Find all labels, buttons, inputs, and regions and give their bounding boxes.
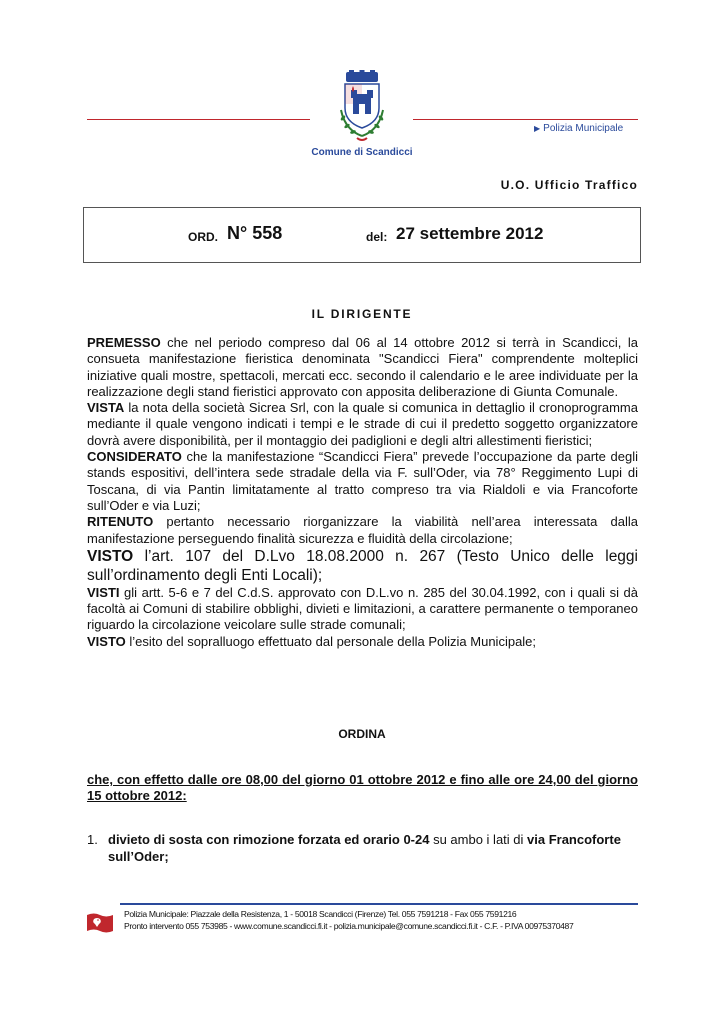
list-item-text	[108, 832, 638, 865]
ord-date: 27 settembre 2012	[396, 224, 544, 243]
footer-rule	[120, 903, 638, 905]
paragraph-visto-tuel	[87, 547, 638, 585]
footer-contacts: Pronto intervento 055 753985 - www.comune.scandicci.fi.it - polizia.municipale@comune.scandicci.fi.it - C.F. - P.IVA 00975370487	[124, 921, 574, 931]
header-rule-right	[413, 119, 638, 120]
paragraph-text: che la manifestazione “Scandicci Fiera” prevede l’occupazione da parte degli stands espositivi, dell’intera sede stradale della via F. sull’Oder, via 78° Reggimento Lupi di Toscana, di via Pantin limitatamente al tratto compreso tra via Rialdoli e via Francoforte sull’Oder e via Luzi;	[87, 449, 638, 513]
header-rule-left	[87, 119, 310, 120]
department-label	[534, 123, 623, 134]
paragraph-lead: CONSIDERATO	[87, 449, 182, 465]
comune-label: Comune di Scandicci	[311, 147, 413, 158]
ordinance-box	[83, 207, 641, 263]
paragraph-text: l’esito del sopralluogo effettuato dal personale della Polizia Municipale;	[125, 633, 537, 649]
list-item-plain: su ambo i lati di	[429, 832, 528, 847]
paragraph-text: gli artt. 5-6 e 7 del C.d.S. approvato con D.L.vo n. 285 del 30.04.1992, con i quali si dà facoltà ai Comuni di stabilire obblighi, divieti e limitazioni, a carattere permanente o temporaneo riguardo la circolazione veicolare sulle strade comunali;	[87, 584, 638, 633]
effective-period-text: che, con effetto dalle ore 08,00 del giorno 01 ottobre 2012 e fino alle ore 24,00 del giorno 15 ottobre 2012:	[87, 772, 638, 803]
paragraph-text: che nel periodo compreso dal 06 al 14 ottobre 2012 si terrà in Scandicci, la consueta manifestazione fieristica denominata "Scandicci Fiera" comprendente molteplici iniziative quali mostre, spettacoli, mercati ecc. secondo il calendario e le aree individuate per la realizzazione degli stand fieristici approvato con apposita deliberazione di Giunta Comunale.	[87, 335, 638, 399]
paragraph-visto-sopralluogo	[87, 634, 638, 650]
paragraph-lead: VISTO	[87, 633, 126, 649]
paragraph-premesso	[87, 335, 638, 400]
paragraph-text: pertanto necessario riorganizzare la viabilità nell’area interessata dalla manifestazione perseguendo finalità sicurezza e fluidità della circolazione;	[87, 514, 638, 546]
office-label: U.O. Ufficio Traffico	[500, 178, 638, 192]
paragraph-ritenuto	[87, 514, 638, 547]
paragraph-vista	[87, 400, 638, 449]
triangle-right-icon: ▶	[534, 124, 541, 133]
paragraph-visti	[87, 585, 638, 634]
comune-crest-logo	[331, 70, 393, 148]
paragraph-considerato	[87, 449, 638, 514]
paragraph-lead: PREMESSO	[87, 335, 161, 350]
paragraph-lead: VISTI	[87, 584, 120, 600]
list-item-number: 1.	[87, 832, 98, 847]
ord-label: ORD.	[188, 230, 218, 244]
list-item	[87, 832, 638, 865]
paragraph-lead: VISTA	[87, 400, 125, 416]
paragraph-text: la nota della società Sicrea Srl, con la quale si comunica in dettaglio il cronoprogramma mediante il quale vengono indicati i tempi e le strade di cui il predetto soggetto organizzatore dovrà avere disponibilità, per il montaggio dei padiglioni e degli altri allestimenti fieristici;	[87, 400, 638, 448]
paragraph-text: l’art. 107 del D.Lvo 18.08.2000 n. 267 (Testo Unico delle leggi sull’ordinamento degli Enti Locali);	[87, 547, 638, 584]
list-item-bold: via Francoforte sull’Oder;	[108, 832, 621, 864]
heading-il-dirigente: IL DIRIGENTE	[311, 307, 413, 321]
heading-ordina: ORDINA	[338, 727, 386, 741]
preamble-text	[87, 335, 638, 650]
department-text: Polizia Municipale	[543, 123, 624, 134]
footer-address: Polizia Municipale: Piazzale della Resistenza, 1 - 50018 Scandicci (Firenze) Tel. 055 7591218 - Fax 055 7591216	[124, 909, 517, 919]
paragraph-lead: VISTO	[87, 547, 134, 565]
list-item-bold: divieto di sosta con rimozione forzata ed orario 0-24	[108, 832, 430, 847]
ord-number: N° 558	[227, 223, 283, 243]
paragraph-lead: RITENUTO	[87, 514, 154, 530]
regione-toscana-flag-icon	[86, 912, 114, 934]
date-label: del:	[366, 230, 388, 244]
